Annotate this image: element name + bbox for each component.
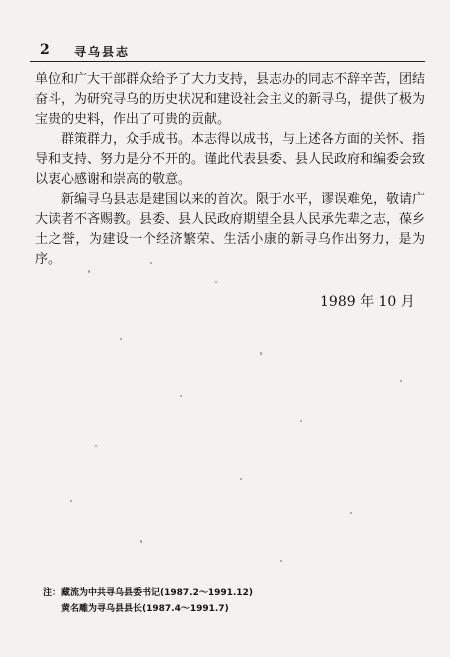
footnote bbox=[43, 585, 423, 617]
paragraph-2: 群策群力，众手成书。本志得以成书，与上述各方面的关怀、指导和支持、努力是分不开的。谨此代表县委、县人民政府和编委会致以衷心感谢和崇高的敬意。 bbox=[35, 132, 426, 187]
scan-speck bbox=[300, 420, 302, 422]
footnote-line-1: 注：藏流为中共寻乌县委书记(1987.2～1991.12) bbox=[43, 588, 253, 598]
scan-speck bbox=[240, 478, 242, 480]
scan-speck bbox=[215, 281, 217, 283]
page-number: 2 bbox=[40, 42, 50, 58]
footnote-line-2: 黄名雕为寻乌县县长(1987.4～1991.7) bbox=[61, 604, 229, 614]
preface-date: 1989 年 10 月 bbox=[320, 294, 415, 310]
scan-speck bbox=[88, 270, 90, 273]
scan-speck bbox=[120, 338, 122, 340]
scan-speck bbox=[150, 262, 152, 264]
scan-speck bbox=[180, 395, 182, 397]
page-header bbox=[40, 40, 425, 62]
scan-speck bbox=[400, 380, 402, 382]
body-text bbox=[35, 70, 425, 270]
scan-speck bbox=[95, 445, 97, 447]
paragraph-3: 新编寻乌县志是建国以来的首次。限于水平，谬误难免，敬请广大读者不吝赐教。县委、县人民政府期望全县人民承先辈之志，葆乡土之誉，为建设一个经济繁荣、生活小康的新寻乌作出努力，是为序。 bbox=[35, 192, 426, 267]
book-title: 寻乌县志 bbox=[74, 45, 131, 59]
scan-speck bbox=[70, 500, 72, 502]
scan-speck bbox=[260, 352, 262, 355]
paragraph-1: 单位和广大干部群众给予了大力支持，县志办的同志不辞辛苦，团结奋斗，为研究寻乌的历史状况和建设社会主义的新寻乌，提供了极为宝贵的史料，作出了可贵的贡献。 bbox=[35, 72, 426, 127]
header-divider bbox=[30, 61, 425, 62]
scan-speck bbox=[280, 560, 282, 562]
scan-speck bbox=[140, 540, 142, 543]
scan-speck bbox=[350, 512, 352, 514]
